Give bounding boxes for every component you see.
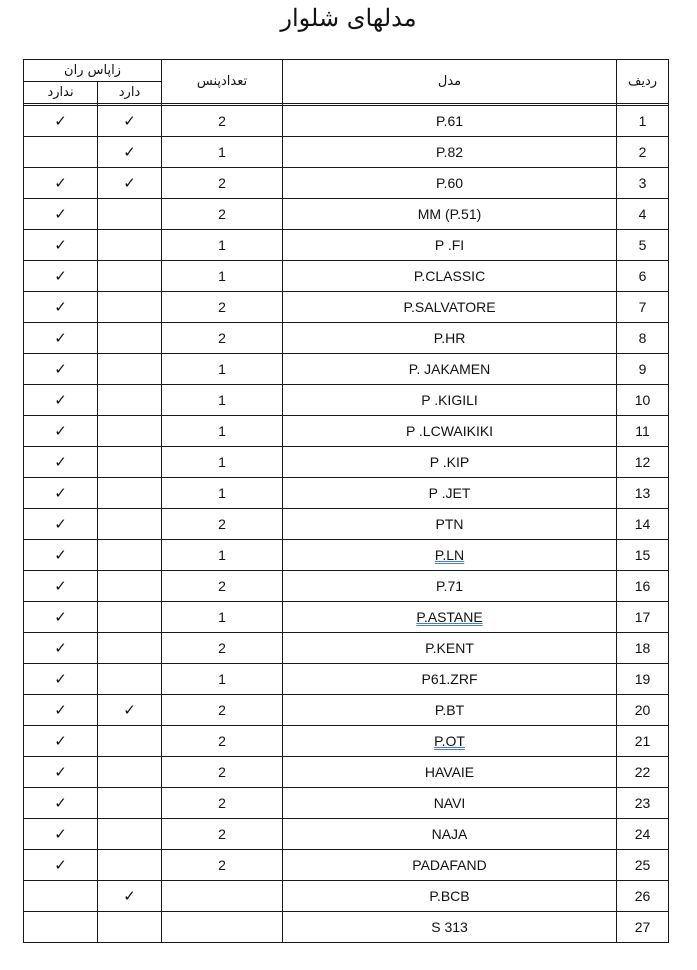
model-cell-text: P.HR [433,330,466,346]
check-mark-icon: ✓ [54,360,67,378]
pleat-count-cell [162,168,283,199]
pleat-count-cell [162,881,283,912]
row-number-cell [617,447,669,478]
table-row [24,478,669,509]
row-number-cell [617,416,669,447]
table-row [24,137,669,168]
pleat-count-cell [162,540,283,571]
row-number-cell-text: 15 [634,547,651,563]
model-cell [283,354,617,385]
row-number-cell [617,354,669,385]
model-cell [283,106,617,137]
model-cell-text: P .KIP [429,454,470,470]
has-cell [98,633,162,664]
has-not-cell [24,633,98,664]
has-not-cell [24,602,98,633]
check-mark-icon: ✓ [123,174,136,192]
has-cell [98,695,162,726]
model-cell [283,726,617,757]
table-row [24,726,669,757]
check-mark-icon: ✓ [54,670,67,688]
pleat-count-cell-text: 1 [218,671,226,687]
has-cell [98,292,162,323]
table-row [24,199,669,230]
has-not-cell [24,478,98,509]
pleat-count-cell [162,602,283,633]
pleat-count-cell-text: 1 [218,392,226,408]
model-cell-text: P. JAKAMEN [408,361,491,377]
pleat-count-cell [162,478,283,509]
pleat-count-cell [162,509,283,540]
row-number-cell [617,633,669,664]
pleat-count-cell-text: 2 [218,299,226,315]
row-number-cell [617,292,669,323]
document-title: مدلهای شلوار [280,4,417,32]
has-not-cell [24,385,98,416]
row-number-cell [617,323,669,354]
check-mark-icon: ✓ [54,112,67,130]
check-mark-icon: ✓ [54,763,67,781]
model-cell [283,385,617,416]
has-cell [98,199,162,230]
check-mark-icon: ✓ [54,205,67,223]
pleat-count-cell [162,354,283,385]
check-mark-icon: ✓ [54,174,67,192]
model-cell [283,850,617,881]
pleat-count-cell [162,571,283,602]
pleat-count-cell-text: 2 [218,206,226,222]
has-cell [98,230,162,261]
model-cell [283,695,617,726]
row-number-cell [617,664,669,695]
row-number-cell-text: 18 [634,640,651,656]
pleat-count-cell-text: 2 [218,826,226,842]
check-mark-icon: ✓ [54,608,67,626]
has-not-cell [24,540,98,571]
check-mark-icon: ✓ [123,887,136,905]
model-cell [283,478,617,509]
row-number-cell-text: 27 [634,919,651,935]
check-mark-icon: ✓ [54,453,67,471]
row-number-cell [617,168,669,199]
check-mark-icon: ✓ [54,546,67,564]
row-number-cell-text: 8 [638,330,647,346]
has-not-cell [24,323,98,354]
model-cell [283,881,617,912]
row-number-cell [617,602,669,633]
row-number-cell [617,261,669,292]
row-number-cell-text: 10 [634,392,651,408]
check-mark-icon: ✓ [54,515,67,533]
pleat-count-cell-text: 1 [218,361,226,377]
pleat-count-cell [162,819,283,850]
table-row [24,106,669,137]
pleat-count-cell [162,447,283,478]
model-cell [283,416,617,447]
check-mark-icon: ✓ [54,236,67,254]
has-not-cell [24,137,98,168]
row-number-cell-text: 14 [634,516,651,532]
row-number-cell-text: 23 [634,795,651,811]
pleat-count-cell-text: 2 [218,795,226,811]
table-row [24,447,669,478]
model-cell-text: P61.ZRF [421,671,478,687]
has-cell [98,788,162,819]
header-spare-group: زاپاس ران [24,60,162,82]
pleat-count-cell [162,292,283,323]
row-number-cell-text: 5 [638,237,647,253]
table-row [24,757,669,788]
table-row [24,261,669,292]
has-not-cell [24,230,98,261]
row-number-cell [617,230,669,261]
pleat-count-cell-text: 2 [218,857,226,873]
model-cell-text: P.82 [436,144,464,160]
pleat-count-cell [162,912,283,943]
table-row [24,881,669,912]
check-mark-icon: ✓ [54,825,67,843]
row-number-cell-text: 25 [634,857,651,873]
row-number-cell [617,881,669,912]
row-number-cell-text: 11 [635,423,650,439]
check-mark-icon: ✓ [123,701,136,719]
row-number-cell-text: 20 [634,702,651,718]
model-cell-text: HAVAIE [424,764,475,780]
has-cell [98,168,162,199]
has-cell [98,478,162,509]
pleat-count-cell-text: 2 [218,175,226,191]
has-cell [98,571,162,602]
row-number-cell-text: 6 [638,268,647,284]
model-cell-text: P.SALVATORE [403,299,496,315]
model-cell-text: S 313 [431,919,468,935]
pleat-count-cell-text: 1 [218,454,226,470]
header-model: مدل [283,60,617,104]
row-number-cell [617,509,669,540]
check-mark-icon: ✓ [54,329,67,347]
pleat-count-cell [162,199,283,230]
table-row [24,230,669,261]
has-not-cell [24,261,98,292]
has-not-cell [24,509,98,540]
model-cell-text: PTN [435,516,464,532]
row-number-cell [617,819,669,850]
check-mark-icon: ✓ [54,732,67,750]
has-not-cell [24,447,98,478]
has-not-cell [24,106,98,137]
pleat-count-cell-text: 1 [218,609,226,625]
model-cell [283,540,617,571]
check-mark-icon: ✓ [54,267,67,285]
has-not-cell [24,168,98,199]
model-cell-text: P.BT [434,702,465,718]
check-mark-icon: ✓ [54,577,67,595]
table-row [24,385,669,416]
table-row [24,788,669,819]
model-cell [283,261,617,292]
row-number-cell [617,385,669,416]
has-not-cell [24,788,98,819]
pleat-count-cell-text: 1 [218,144,226,160]
has-cell [98,385,162,416]
row-number-cell [617,478,669,509]
pleat-count-cell [162,757,283,788]
pleat-count-cell [162,106,283,137]
model-cell-text: P .JET [428,485,471,501]
row-number-cell [617,757,669,788]
pleat-count-cell-text: 2 [218,113,226,129]
has-cell [98,819,162,850]
pleat-count-cell [162,416,283,447]
pleat-count-cell-text: 1 [218,268,226,284]
row-number-cell [617,912,669,943]
model-cell [283,664,617,695]
has-cell [98,881,162,912]
has-not-cell [24,199,98,230]
header-row-number: ردیف [617,60,669,104]
table-row [24,695,669,726]
header-pleat-count: تعدادپنس [162,60,283,104]
check-mark-icon: ✓ [54,298,67,316]
row-number-cell [617,726,669,757]
pleat-count-cell [162,726,283,757]
has-cell [98,726,162,757]
model-cell-text: P.61 [436,113,464,129]
table-row [24,540,669,571]
table-row [24,323,669,354]
model-cell [283,292,617,323]
model-cell-text: P.OT [434,733,465,749]
has-not-cell [24,881,98,912]
row-number-cell-text: 9 [638,361,647,377]
has-not-cell [24,664,98,695]
pleat-count-cell-text: 2 [218,764,226,780]
pleat-count-cell [162,261,283,292]
table-row [24,416,669,447]
has-cell [98,106,162,137]
model-cell-text: P.KENT [425,640,474,656]
check-mark-icon: ✓ [54,639,67,657]
pleat-count-cell [162,633,283,664]
has-cell [98,261,162,292]
pleat-count-cell-text: 2 [218,640,226,656]
row-number-cell-text: 21 [634,733,651,749]
row-number-cell-text: 7 [638,299,647,315]
model-cell-text: P.CLASSIC [413,268,486,284]
check-mark-icon: ✓ [54,794,67,812]
has-cell [98,540,162,571]
has-cell [98,323,162,354]
pleat-count-cell [162,695,283,726]
has-cell [98,137,162,168]
has-cell [98,850,162,881]
has-not-cell [24,354,98,385]
has-cell [98,509,162,540]
model-cell [283,137,617,168]
row-number-cell-text: 17 [634,609,651,625]
check-mark-icon: ✓ [54,856,67,874]
has-cell [98,664,162,695]
has-cell [98,602,162,633]
has-not-cell [24,912,98,943]
table-row [24,509,669,540]
table-row [24,602,669,633]
pleat-count-cell [162,137,283,168]
check-mark-icon: ✓ [123,112,136,130]
model-cell-text: P.ASTANE [416,609,483,625]
row-number-cell-text: 13 [634,485,651,501]
model-cell-text: NAJA [431,826,468,842]
pleat-count-cell [162,850,283,881]
row-number-cell-text: 2 [638,144,647,160]
model-cell [283,230,617,261]
pleat-count-cell [162,230,283,261]
has-not-cell [24,757,98,788]
row-number-cell-text: 4 [638,206,647,222]
check-mark-icon: ✓ [54,391,67,409]
model-cell-text: MM (P.51) [417,206,482,222]
row-number-cell-text: 12 [634,454,651,470]
check-mark-icon: ✓ [54,422,67,440]
row-number-cell [617,695,669,726]
model-cell [283,323,617,354]
row-number-cell [617,199,669,230]
row-number-cell-text: 26 [634,888,651,904]
table-row [24,664,669,695]
model-cell [283,788,617,819]
pleat-count-cell-text: 1 [218,485,226,501]
row-number-cell-text: 3 [638,175,647,191]
model-cell [283,199,617,230]
model-cell-text: P.BCB [429,888,470,904]
model-cell-text: P.LN [434,547,465,563]
has-not-cell [24,695,98,726]
header-row [24,60,669,82]
pleat-count-cell [162,788,283,819]
pleat-count-cell [162,385,283,416]
row-number-cell-text: 19 [634,671,651,687]
pleat-count-cell-text: 1 [218,547,226,563]
row-number-cell-text: 22 [634,764,651,780]
table-row [24,571,669,602]
has-cell [98,416,162,447]
row-number-cell-text: 16 [634,578,651,594]
row-number-cell-text: 1 [638,113,647,129]
has-not-cell [24,416,98,447]
has-not-cell [24,571,98,602]
has-cell [98,912,162,943]
model-cell [283,819,617,850]
has-cell [98,354,162,385]
check-mark-icon: ✓ [54,484,67,502]
model-cell [283,571,617,602]
model-cell [283,633,617,664]
check-mark-icon: ✓ [123,143,136,161]
pleat-count-cell-text: 2 [218,702,226,718]
has-not-cell [24,850,98,881]
pants-models-table [23,59,669,943]
has-not-cell [24,819,98,850]
pleat-count-cell [162,664,283,695]
row-number-cell [617,850,669,881]
table-row [24,633,669,664]
table-row [24,168,669,199]
has-cell [98,757,162,788]
pleat-count-cell [162,323,283,354]
table-row [24,850,669,881]
model-cell [283,757,617,788]
model-cell-text: P .LCWAIKIKI [405,423,494,439]
model-cell [283,602,617,633]
model-cell-text: P .FI [434,237,465,253]
model-cell-text: NAVI [433,795,466,811]
table-row [24,912,669,943]
table-row [24,819,669,850]
check-mark-icon: ✓ [54,701,67,719]
header-has: دارد [98,82,162,104]
model-cell-text: PADAFAND [412,857,487,873]
pleat-count-cell-text: 2 [218,516,226,532]
pleat-count-cell-text: 1 [218,423,226,439]
row-number-cell-text: 24 [634,826,651,842]
pleat-count-cell-text: 1 [218,237,226,253]
table-row [24,354,669,385]
model-cell-text: P .KIGILI [421,392,478,408]
model-cell-text: P.71 [436,578,464,594]
row-number-cell [617,540,669,571]
row-number-cell [617,106,669,137]
pleat-count-cell-text: 2 [218,733,226,749]
row-number-cell [617,788,669,819]
pleat-count-cell-text: 2 [218,578,226,594]
model-cell [283,912,617,943]
table-row [24,292,669,323]
row-number-cell [617,571,669,602]
pleat-count-cell-text: 2 [218,330,226,346]
has-not-cell [24,726,98,757]
header-has-not: ندارد [24,82,98,104]
has-cell [98,447,162,478]
model-cell-text: P.60 [436,175,464,191]
has-not-cell [24,292,98,323]
model-cell [283,509,617,540]
model-cell [283,168,617,199]
model-cell [283,447,617,478]
row-number-cell [617,137,669,168]
